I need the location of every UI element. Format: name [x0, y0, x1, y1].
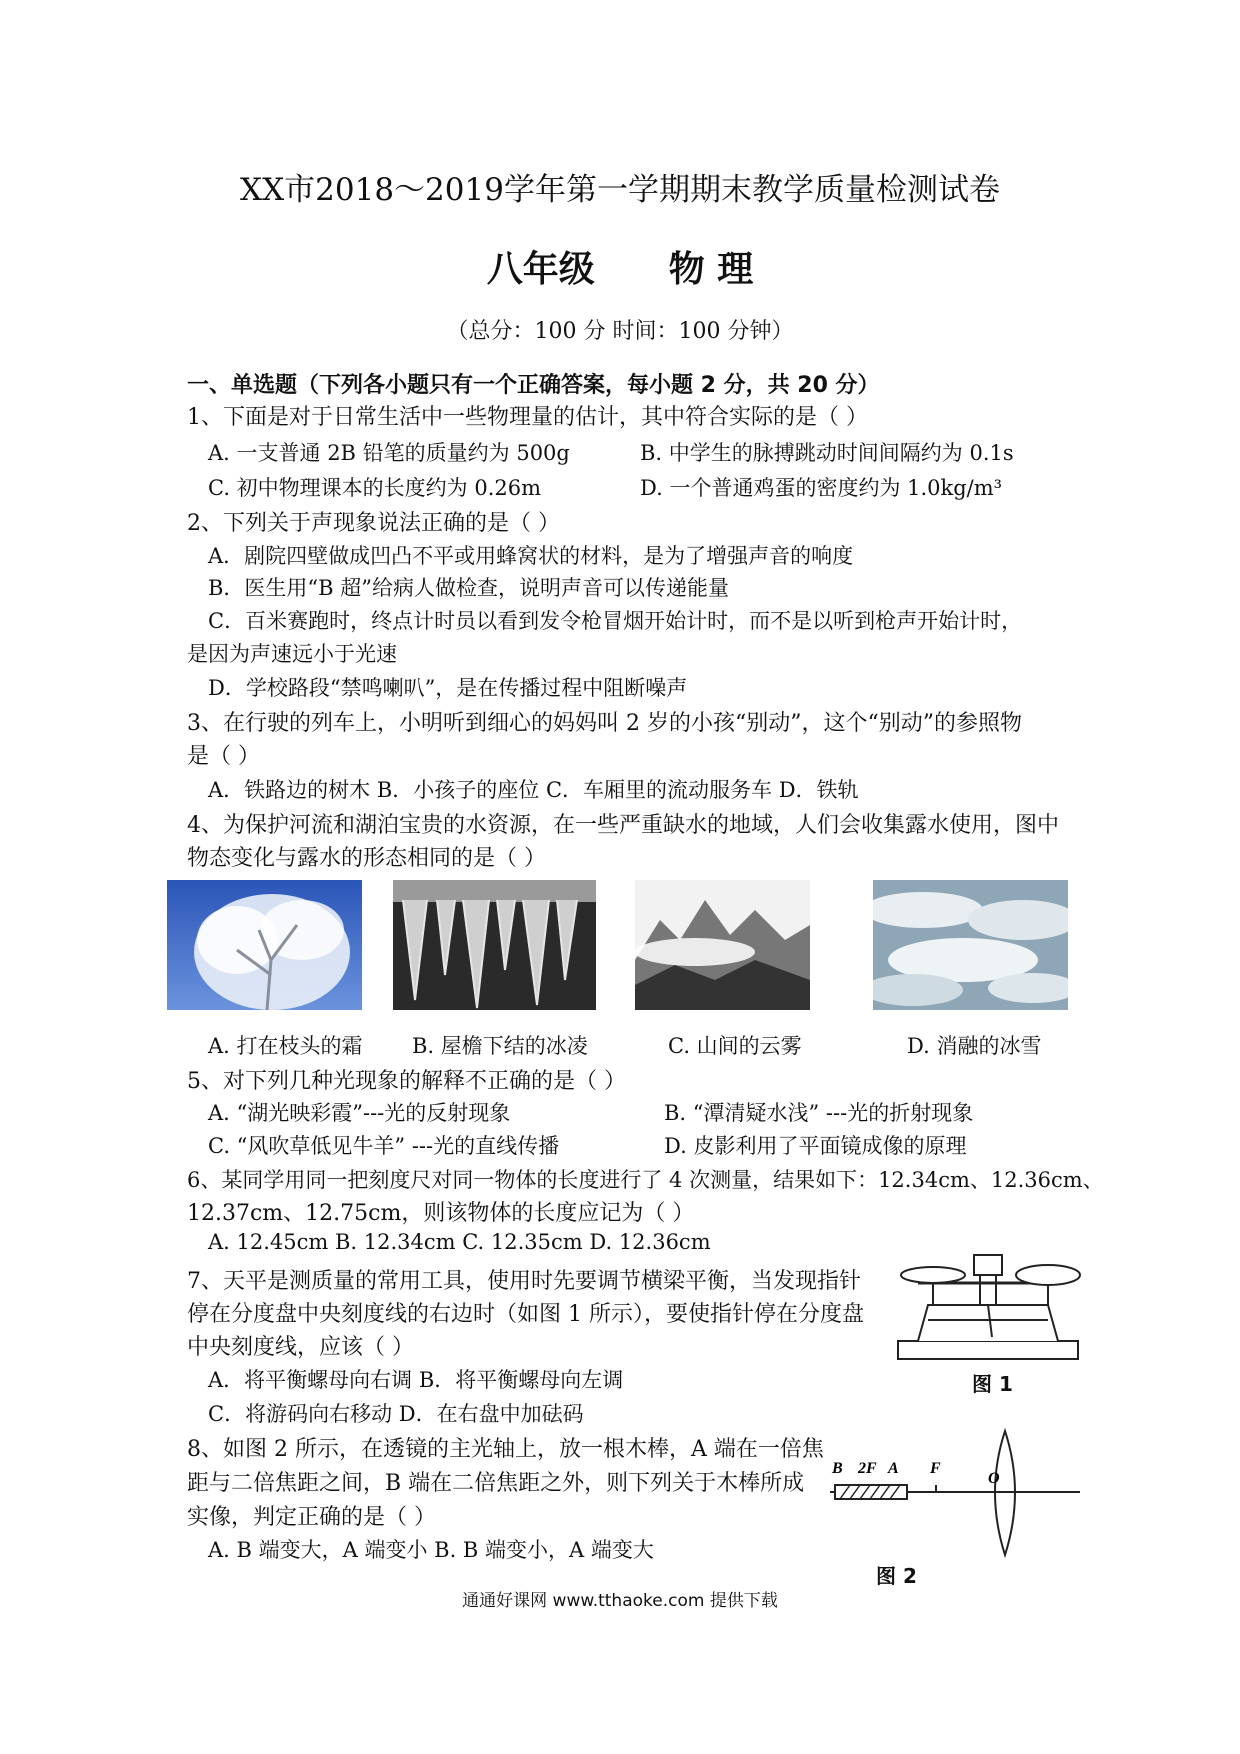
q7-options-cd: C．将游码向右移动 D．在右盘中加砝码 — [208, 1402, 584, 1426]
q7-stem-line2: 停在分度盘中央刻度线的右边时（如图 1 所示），要使指针停在分度盘 — [187, 1302, 864, 1327]
q2-option-c-line2: 是因为声速远小于光速 — [187, 642, 397, 666]
melting-snow-photo — [873, 880, 1068, 1010]
figure-1-caption: 图 1 — [972, 1372, 1013, 1396]
q7-stem-line1: 7、天平是测质量的常用工具，使用时先要调节横梁平衡，当发现指针 — [187, 1269, 861, 1294]
q8-stem-line3: 实像，判定正确的是（ ） — [187, 1505, 436, 1530]
q2-option-c-line1: C．百米赛跑时，终点计时员以看到发令枪冒烟开始计时，而不是以听到枪声开始计时， — [208, 609, 1023, 633]
exam-title: XX市2018～2019学年第一学期期末教学质量检测试卷 — [240, 172, 1000, 208]
q4-option-c: C. 山间的云雾 — [668, 1034, 802, 1058]
label-2f: 2F — [858, 1460, 877, 1477]
label-a: A — [888, 1460, 899, 1477]
q1-stem: 1、下面是对于日常生活中一些物理量的估计，其中符合实际的是（ ） — [187, 405, 868, 430]
icicle-photo — [393, 880, 596, 1010]
q8-stem-line1: 8、如图 2 所示，在透镜的主光轴上，放一根木棒，A 端在一倍焦 — [187, 1437, 824, 1462]
q2-stem: 2、下列关于声现象说法正确的是（ ） — [187, 511, 560, 536]
q1-option-c: C. 初中物理课本的长度约为 0.26m — [208, 476, 542, 500]
subject-label: 物 理 — [668, 249, 754, 290]
q1-option-d: D. 一个普通鸡蛋的密度约为 1.0kg/m³ — [640, 476, 1003, 500]
q5-option-a: A. “湖光映彩霞”---光的反射现象 — [208, 1101, 511, 1125]
exam-info: （总分：100 分 时间：100 分钟） — [446, 319, 794, 344]
q7-stem-line3: 中央刻度线，应该（ ） — [187, 1335, 414, 1360]
figure-2-caption: 图 2 — [876, 1564, 917, 1588]
section-heading: 一、单选题（下列各小题只有一个正确答案，每小题 2 分，共 20 分） — [187, 373, 880, 398]
q4-option-d: D. 消融的冰雪 — [907, 1034, 1042, 1058]
label-f: F — [930, 1460, 941, 1477]
q4-stem-line1: 4、为保护河流和湖泊宝贵的水资源，在一些严重缺水的地域，人们会收集露水使用，图中 — [187, 813, 1060, 838]
q1-option-b: B. 中学生的脉搏跳动时间间隔约为 0.1s — [640, 441, 1014, 465]
fog-photo — [635, 880, 810, 1010]
q3-stem-line1: 3、在行驶的列车上，小明听到细心的妈妈叫 2 岁的小孩“别动”，这个“别动”的参照物 — [187, 711, 1022, 736]
q7-options-ab: A．将平衡螺母向右调 B．将平衡螺母向左调 — [208, 1368, 624, 1392]
q3-stem-line2: 是（ ） — [187, 744, 260, 769]
q8-options-ab: A. B 端变大，A 端变小 B. B 端变小，A 端变大 — [208, 1538, 654, 1562]
q5-option-c: C. “风吹草低见牛羊” ---光的直线传播 — [208, 1134, 560, 1158]
q8-stem-line2: 距与二倍焦距之间，B 端在二倍焦距之外，则下列关于木棒所成 — [187, 1471, 805, 1496]
footer-download-note: 通通好课网 www.tthaoke.com 提供下载 — [462, 1591, 778, 1611]
q6-stem-line2: 12.37cm、12.75cm，则该物体的长度应记为（ ） — [187, 1201, 695, 1226]
q4-option-b: B. 屋檐下结的冰凌 — [412, 1034, 588, 1058]
label-o: O — [988, 1470, 1000, 1487]
lens-diagram-figure — [830, 1425, 1080, 1565]
q5-stem: 5、对下列几种光现象的解释不正确的是（ ） — [187, 1069, 626, 1094]
label-b: B — [832, 1460, 843, 1477]
q3-options: A．铁路边的树木 B．小孩子的座位 C．车厢里的流动服务车 D．铁轨 — [208, 778, 859, 802]
q6-stem-line1: 6、某同学用同一把刻度尺对同一物体的长度进行了 4 次测量，结果如下：12.34cm、12.36cm、 — [187, 1168, 1104, 1192]
q2-option-d: D．学校路段“禁鸣喇叭”，是在传播过程中阻断噪声 — [208, 676, 688, 700]
q5-option-b: B. “潭清疑水浅” ---光的折射现象 — [664, 1101, 974, 1125]
q1-option-a: A. 一支普通 2B 铅笔的质量约为 500g — [208, 441, 570, 465]
q2-option-b: B．医生用“B 超”给病人做检查，说明声音可以传递能量 — [208, 576, 730, 600]
q2-option-a: A．剧院四壁做成凹凸不平或用蜂窝状的材料，是为了增强声音的响度 — [208, 544, 854, 568]
frost-photo — [167, 880, 362, 1010]
grade-label: 八年级 — [486, 249, 595, 290]
grade-subject — [0, 241, 1240, 292]
q6-options: A. 12.45cm B. 12.34cm C. 12.35cm D. 12.36cm — [208, 1230, 711, 1254]
q5-option-d: D. 皮影利用了平面镜成像的原理 — [664, 1134, 967, 1158]
q4-option-a: A. 打在枝头的霜 — [208, 1034, 363, 1058]
q4-stem-line2: 物态变化与露水的形态相同的是（ ） — [187, 846, 546, 871]
balance-scale-figure — [888, 1245, 1088, 1365]
